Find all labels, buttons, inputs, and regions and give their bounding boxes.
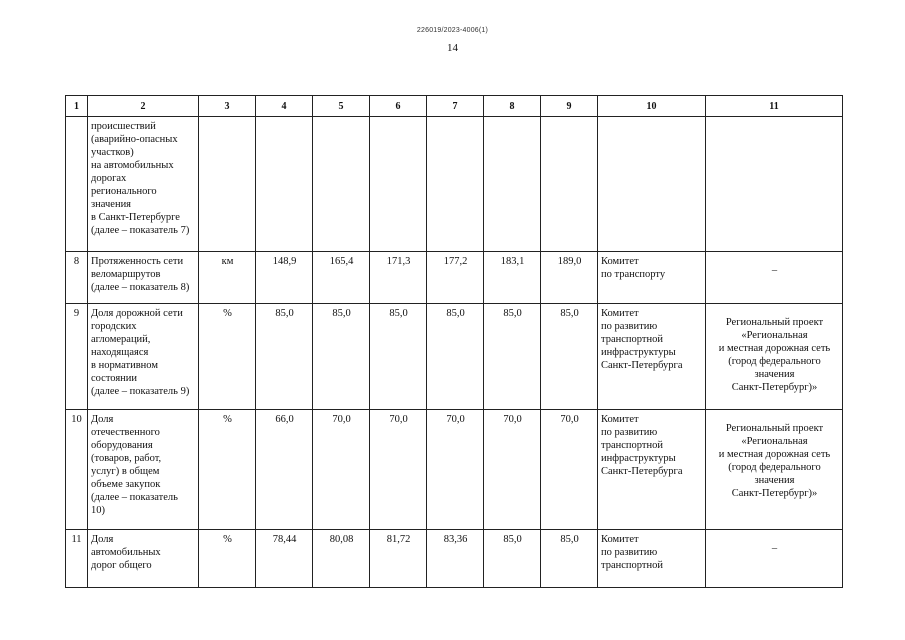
indicator-name: Доля дорожной сети городских агломераций, находящаяся в нормативном состоянии (далее – показатель 9) <box>88 304 199 410</box>
value-cell: 81,72 <box>370 530 427 588</box>
value-cell: 85,0 <box>313 304 370 410</box>
responsible-cell: Комитет по транспорту <box>598 252 706 304</box>
responsible-cell: Комитет по развитию транспортной <box>598 530 706 588</box>
column-header: 1 <box>66 96 88 117</box>
value-cell: 80,08 <box>313 530 370 588</box>
indicator-name: Протяженность сети веломаршрутов (далее – показатель 8) <box>88 252 199 304</box>
value-cell: 85,0 <box>256 304 313 410</box>
table-row <box>66 117 843 252</box>
project-cell <box>706 117 843 252</box>
value-cell: 70,0 <box>313 410 370 530</box>
project-cell: – <box>706 252 843 304</box>
column-header: 6 <box>370 96 427 117</box>
row-number: 9 <box>66 304 88 410</box>
column-header: 4 <box>256 96 313 117</box>
document-id: 226019/2023-4006(1) <box>416 27 489 34</box>
indicator-name: Доля автомобильных дорог общего <box>88 530 199 588</box>
value-cell <box>256 117 313 252</box>
value-cell: 85,0 <box>541 304 598 410</box>
value-cell: 165,4 <box>313 252 370 304</box>
unit-cell: % <box>199 304 256 410</box>
value-cell: 148,9 <box>256 252 313 304</box>
value-cell: 78,44 <box>256 530 313 588</box>
value-cell: 177,2 <box>427 252 484 304</box>
value-cell: 70,0 <box>370 410 427 530</box>
table-row <box>66 304 843 410</box>
value-cell: 189,0 <box>541 252 598 304</box>
value-cell <box>370 117 427 252</box>
value-cell: 66,0 <box>256 410 313 530</box>
project-cell: Региональный проект «Региональная и местная дорожная сеть (город федерального значения Санкт-Петербург)» <box>706 410 843 530</box>
table-row <box>66 252 843 304</box>
value-cell <box>427 117 484 252</box>
responsible-cell: Комитет по развитию транспортной инфраструктуры Санкт-Петербурга <box>598 410 706 530</box>
column-header: 7 <box>427 96 484 117</box>
column-header: 3 <box>199 96 256 117</box>
indicators-table <box>65 95 843 588</box>
column-header: 8 <box>484 96 541 117</box>
unit-cell: % <box>199 530 256 588</box>
value-cell: 83,36 <box>427 530 484 588</box>
value-cell: 70,0 <box>541 410 598 530</box>
value-cell: 85,0 <box>541 530 598 588</box>
value-cell <box>484 117 541 252</box>
column-header: 2 <box>88 96 199 117</box>
indicator-name: Доля отечественного оборудования (товаров, работ, услуг) в общем объеме закупок (далее – показатель 10) <box>88 410 199 530</box>
value-cell: 85,0 <box>484 304 541 410</box>
value-cell: 70,0 <box>427 410 484 530</box>
column-header: 11 <box>706 96 843 117</box>
table-header-row <box>66 96 843 117</box>
value-cell: 171,3 <box>370 252 427 304</box>
indicator-name: происшествий (аварийно-опасных участков) на автомобильных дорогах регионального значения в Санкт-Петербурге (далее – показатель 7) <box>88 117 199 252</box>
column-header: 9 <box>541 96 598 117</box>
project-cell: – <box>706 530 843 588</box>
value-cell: 85,0 <box>427 304 484 410</box>
value-cell: 85,0 <box>370 304 427 410</box>
column-header: 10 <box>598 96 706 117</box>
row-number <box>66 117 88 252</box>
row-number: 11 <box>66 530 88 588</box>
row-number: 8 <box>66 252 88 304</box>
value-cell: 70,0 <box>484 410 541 530</box>
unit-cell <box>199 117 256 252</box>
value-cell: 183,1 <box>484 252 541 304</box>
responsible-cell: Комитет по развитию транспортной инфраструктуры Санкт-Петербурга <box>598 304 706 410</box>
table-row <box>66 530 843 588</box>
page-number: 14 <box>447 42 458 54</box>
column-header: 5 <box>313 96 370 117</box>
value-cell <box>313 117 370 252</box>
unit-cell: % <box>199 410 256 530</box>
project-cell: Региональный проект «Региональная и местная дорожная сеть (город федерального значения Санкт-Петербург)» <box>706 304 843 410</box>
value-cell: 85,0 <box>484 530 541 588</box>
value-cell <box>541 117 598 252</box>
table-row <box>66 410 843 530</box>
responsible-cell <box>598 117 706 252</box>
unit-cell: км <box>199 252 256 304</box>
row-number: 10 <box>66 410 88 530</box>
